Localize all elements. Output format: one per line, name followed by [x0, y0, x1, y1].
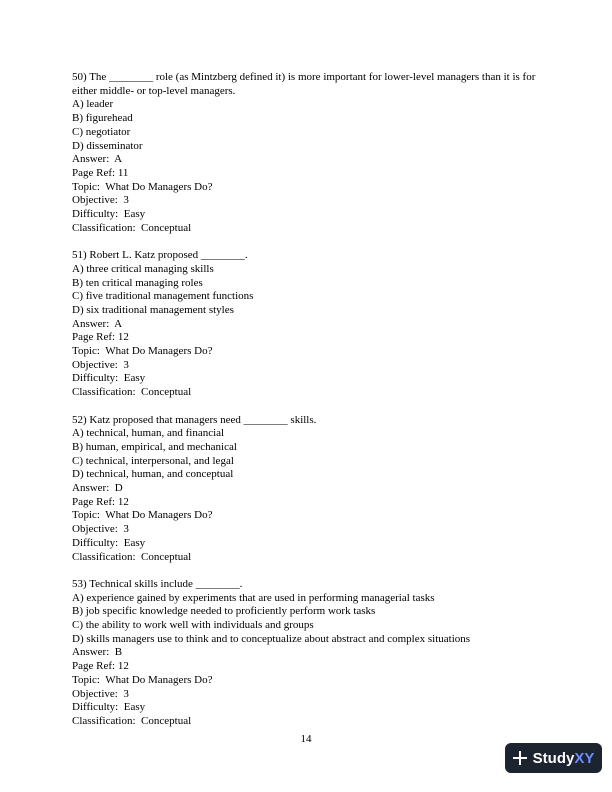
option-b: B) ten critical managing roles [72, 276, 203, 289]
topic: Topic: What Do Managers Do? [72, 180, 213, 193]
difficulty: Difficulty: Easy [72, 208, 146, 221]
topic: Topic: What Do Managers Do? [72, 673, 213, 686]
difficulty: Difficulty: Easy [72, 536, 146, 549]
question-stem: 53) Technical skills include ________. [72, 577, 243, 590]
question-51 [72, 249, 542, 400]
option-c: C) five traditional management functions [72, 290, 254, 303]
question-50 [72, 71, 542, 235]
difficulty: Difficulty: Easy [72, 372, 146, 385]
answer: Answer: D [72, 482, 123, 495]
plus-icon [513, 751, 527, 765]
page-ref: Page Ref: 12 [72, 495, 129, 508]
question-stem: 50) The ________ role (as Mintzberg defined it) is more important for lower-level managers than it is for either middle- or top-level managers. [72, 71, 536, 97]
objective: Objective: 3 [72, 523, 129, 536]
option-a: A) three critical managing skills [72, 262, 214, 275]
studyxy-watermark-badge[interactable] [505, 743, 602, 773]
option-b: B) human, empirical, and mechanical [72, 440, 237, 453]
option-a: A) experience gained by experiments that are used in performing managerial tasks [72, 591, 435, 604]
answer: Answer: A [72, 317, 123, 330]
question-stem: 52) Katz proposed that managers need ________ skills. [72, 413, 317, 426]
option-c: C) negotiator [72, 125, 131, 138]
page-ref: Page Ref: 12 [72, 331, 129, 344]
classification: Classification: Conceptual [72, 715, 192, 727]
answer: Answer: B [72, 646, 123, 659]
option-d: D) skills managers use to think and to conceptualize about abstract and complex situations [72, 632, 471, 645]
topic: Topic: What Do Managers Do? [72, 509, 213, 522]
difficulty: Difficulty: Easy [72, 701, 146, 714]
classification: Classification: Conceptual [72, 386, 192, 399]
page-ref: Page Ref: 12 [72, 660, 129, 673]
answer: Answer: A [72, 153, 123, 166]
question-52 [72, 414, 542, 565]
option-c: C) technical, interpersonal, and legal [72, 454, 234, 467]
page-ref: Page Ref: 11 [72, 166, 129, 179]
option-b: B) job specific knowledge needed to proficiently perform work tasks [72, 605, 376, 618]
page-number: 14 [300, 733, 312, 745]
option-b: B) figurehead [72, 112, 133, 125]
option-d: D) six traditional management styles [72, 303, 234, 316]
option-a: A) leader [72, 98, 114, 111]
option-d: D) disseminator [72, 139, 143, 152]
classification: Classification: Conceptual [72, 221, 192, 234]
brand-main: Study [532, 749, 575, 767]
objective: Objective: 3 [72, 194, 129, 207]
brand-name [533, 750, 595, 767]
brand-accent: XY [574, 749, 595, 767]
topic: Topic: What Do Managers Do? [72, 345, 213, 358]
question-list [72, 71, 542, 742]
option-d: D) technical, human, and conceptual [72, 468, 234, 481]
question-stem: 51) Robert L. Katz proposed ________. [72, 249, 248, 262]
option-a: A) technical, human, and financial [72, 427, 225, 440]
objective: Objective: 3 [72, 358, 129, 371]
classification: Classification: Conceptual [72, 550, 192, 563]
objective: Objective: 3 [72, 687, 129, 700]
option-c: C) the ability to work well with individuals and groups [72, 619, 314, 632]
question-53 [72, 578, 542, 729]
